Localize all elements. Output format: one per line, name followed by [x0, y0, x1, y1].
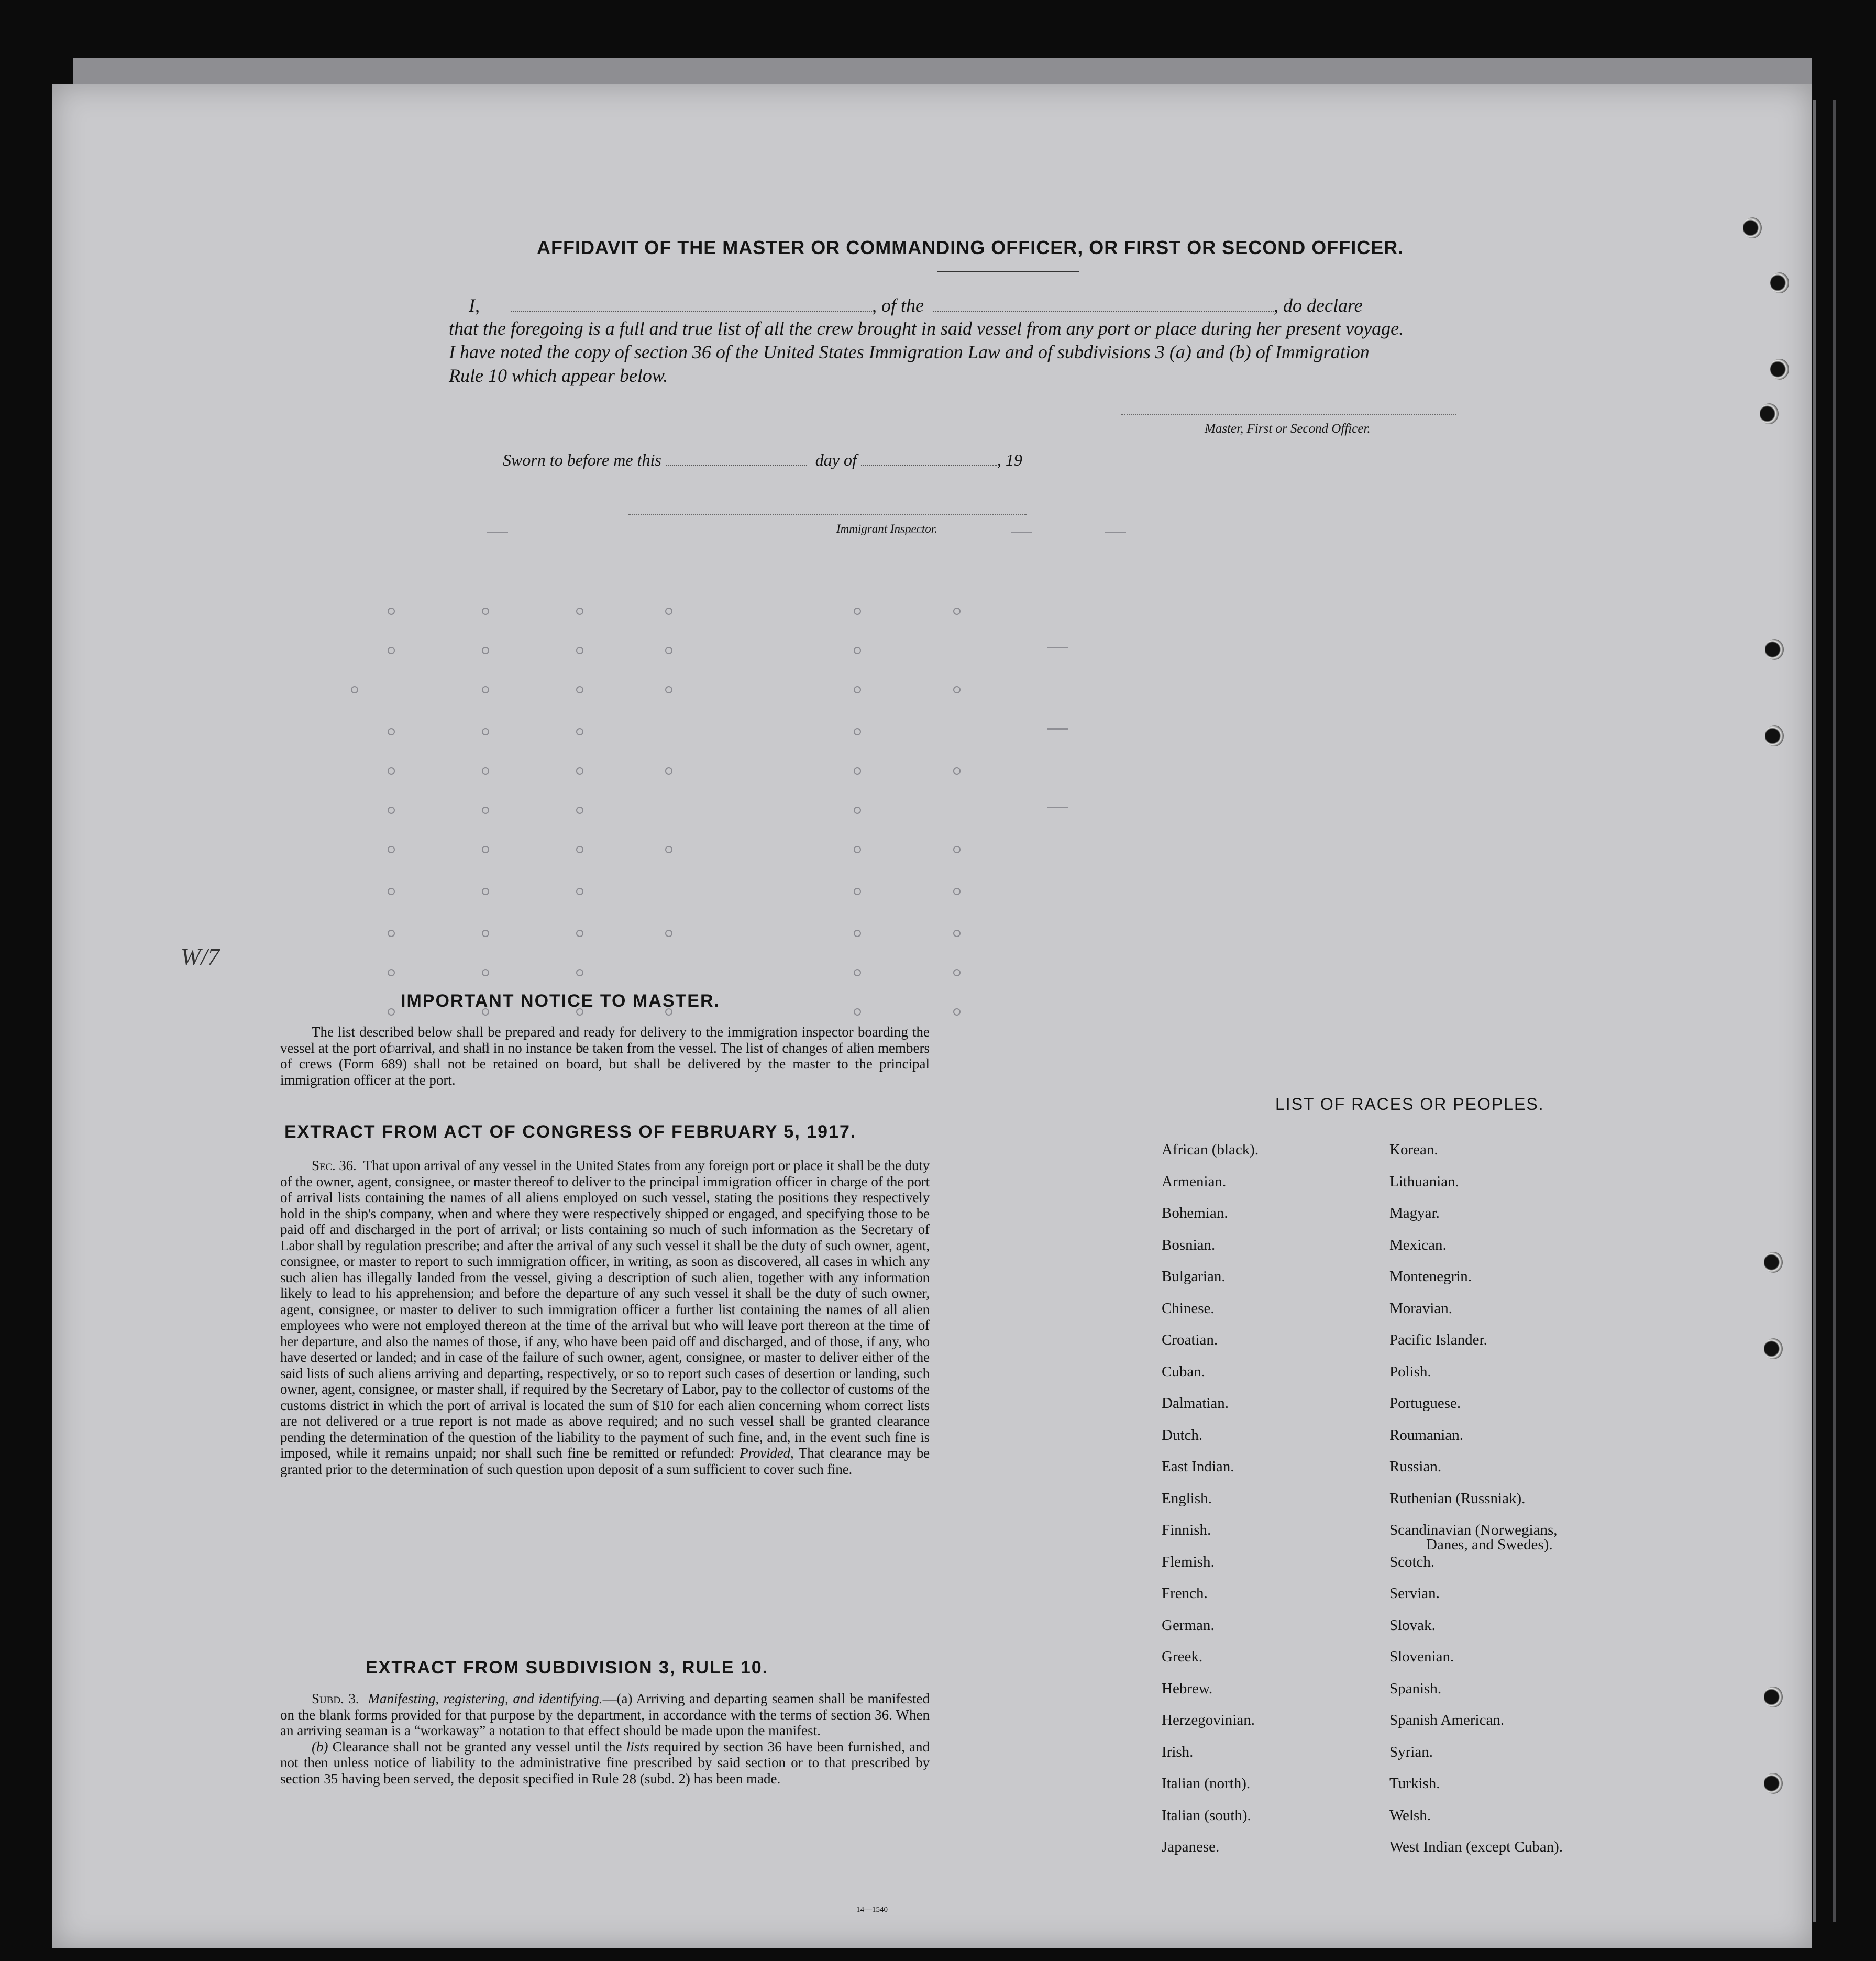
races-left-column — [1162, 1142, 1259, 1871]
affidavit-line-2: that the foregoing is a full and true list of all the crew brought in said vessel from any port or place during her present voyage. — [449, 318, 1404, 339]
page-right-edge — [1813, 100, 1816, 1922]
race-item: Slovenian. — [1389, 1648, 1454, 1665]
binder-hole — [1764, 1773, 1783, 1794]
notice-title: IMPORTANT NOTICE TO MASTER. — [401, 991, 720, 1011]
race-item: Flemish. — [1162, 1553, 1215, 1570]
race-item: Roumanian. — [1389, 1426, 1463, 1444]
race-item: Dutch. — [1162, 1426, 1203, 1444]
race-item: East Indian. — [1162, 1458, 1234, 1475]
race-item: Herzegovinian. — [1162, 1712, 1255, 1728]
race-item: Ruthenian (Russniak). — [1389, 1490, 1526, 1507]
race-item: Armenian. — [1162, 1173, 1227, 1190]
binder-hole — [1743, 217, 1762, 238]
race-item: Korean. — [1389, 1141, 1438, 1158]
race-item: Moravian. — [1389, 1299, 1452, 1317]
affidavit-declare: , do declare — [1273, 295, 1363, 316]
binder-hole — [1765, 639, 1784, 660]
master-label: Master, First or Second Officer. — [1205, 422, 1371, 436]
rule-para-a-text: —(a) Arriving and departing seamen shall be manifested on the blank forms provided for that purpose by the department, in accordance with the terms of section 36. When an arriving seaman is a “workaway” a notation to that effect should be made upon the manifest. — [280, 1691, 930, 1738]
race-item: Montenegrin. — [1389, 1268, 1472, 1285]
notice-body — [280, 1024, 930, 1088]
race-item: Irish. — [1162, 1743, 1194, 1760]
handwritten-mark: W/7 — [181, 943, 220, 970]
race-item: Dalmatian. — [1162, 1395, 1229, 1412]
race-item: African (black). — [1162, 1141, 1259, 1158]
binder-hole — [1764, 1687, 1783, 1707]
race-item: Japanese. — [1162, 1838, 1220, 1855]
race-item: Welsh. — [1389, 1806, 1431, 1824]
race-item: Syrian. — [1389, 1743, 1433, 1760]
binder-hole — [1765, 725, 1784, 746]
race-item: Mexican. — [1389, 1236, 1447, 1253]
race-item: Russian. — [1389, 1458, 1442, 1475]
sworn-year: , 19 — [997, 450, 1022, 469]
race-item: Polish. — [1389, 1363, 1431, 1380]
race-item: Scotch. — [1389, 1553, 1435, 1570]
race-item: Italian (north). — [1162, 1775, 1251, 1792]
race-item: Servian. — [1389, 1585, 1440, 1602]
provided-word: Provided, — [740, 1445, 794, 1461]
page-right-edge — [1833, 100, 1836, 1922]
race-item: Croatian. — [1162, 1331, 1218, 1348]
notice-text: The list described below shall be prepared and ready for delivery to the immigration inspector boarding the vessel at the port of arrival, and shall in no instance be taken from the vessel. The list of changes of alien members of crews (Form 689) shall not be retained on board, but shall be delivered by the master to the principal immigration officer at the port. — [280, 1024, 930, 1088]
act-extract-text: That upon arrival of any vessel in the United States from any foreign port or place it shall be the duty of the owner, agent, consignee, or master thereof to deliver to the principal immigration officer in charge of the port of arrival lists containing the names of all aliens employed on such vessel, stating the positions they respectively hold in the ship's company, when and where they were respectively shipped or engaged, and specifying those to be paid off and discharged in the port of arrival; or lists containing so much of such information as the Secretary of Labor shall by regulation prescribe; and after the arrival of any such vessel it shall be the duty of such owner, agent, consignee, or master to report to such immigration officer, in writing, as soon as discovered, all cases in which any such alien has illegally landed from the vessel, giving a description of such alien, together with any information likely to lead to his apprehension; and before the departure of any such vessel it shall be the duty of such owner, agent, consignee, or master to deliver to such immigration officer a further list containing the names of all alien employees who were not employed thereon at the time of the arrival but who will leave port thereon at the time of her departure, and also the names of those, if any, who have been paid off and discharged, and of those, if any, who have deserted or landed; and in case of the failure of such owner, agent, consignee, or master to deliver either of the said lists of such aliens arriving and departing, respectively, or so to report such cases of desertion or landing, such owner, agent, consignee, or master shall, if required by the Secretary of Labor, pay to the collector of customs of the customs district in which the port of arrival is located the sum of $10 for each alien concerning whom correct lists are not delivered or a true report is not made as above required; and no such vessel shall be granted clearance pending the determination of the question of the liability to the payment of such fine, and, in the event such fine is imposed, while it remains unpaid; nor shall such fine be remitted or refunded: — [280, 1158, 930, 1461]
affidavit-title: AFFIDAVIT OF THE MASTER OR COMMANDING OFFICER, OR FIRST OR SECOND OFFICER. — [537, 237, 1404, 258]
race-item: Bohemian. — [1162, 1205, 1228, 1221]
race-item: Greek. — [1162, 1648, 1203, 1665]
section-label: Sec. 36. — [312, 1158, 357, 1173]
races-title: LIST OF RACES OR PEOPLES. — [1275, 1095, 1544, 1114]
rule-para-b-1: Clearance shall not be granted any vessel until the — [332, 1738, 622, 1755]
race-item: Pacific Islander. — [1389, 1331, 1487, 1348]
sworn-day-of: day of — [815, 450, 857, 469]
binder-hole — [1770, 272, 1789, 293]
race-item: Cuban. — [1162, 1363, 1205, 1380]
race-item: Spanish. — [1389, 1680, 1442, 1697]
rule-para-b — [280, 1739, 930, 1787]
para-b-label: (b) — [312, 1738, 328, 1755]
race-item: Spanish American. — [1389, 1712, 1505, 1728]
race-item: English. — [1162, 1490, 1212, 1507]
act-extract-title: EXTRACT FROM ACT OF CONGRESS OF FEBRUARY 5, 1917. — [284, 1122, 857, 1142]
race-item: Hebrew. — [1162, 1680, 1213, 1697]
race-item: French. — [1162, 1585, 1208, 1602]
rule-para-b-2: required by section 36 have been furnished, and not then unless notice of liability to the administrative fine prescribed by said section or to that prescribed by section 35 having been served, the deposit specified in Rule 28 (subd. 2) has been made. — [280, 1738, 930, 1787]
act-extract-body — [280, 1158, 930, 1477]
subd-heading: Manifesting, registering, and identifying. — [368, 1691, 603, 1706]
affidavit-line-4: Rule 10 which appear below. — [449, 365, 668, 386]
act-extract-text-end: That clearance may be granted prior to the determination of such question upon deposit of a sum sufficient to cover such fine. — [280, 1445, 930, 1477]
race-item: Bulgarian. — [1162, 1268, 1226, 1285]
rule-extract-title: EXTRACT FROM SUBDIVISION 3, RULE 10. — [366, 1658, 769, 1678]
race-item: Chinese. — [1162, 1299, 1215, 1317]
rule-para-a — [280, 1691, 930, 1739]
affidavit-of-the: , of the — [872, 295, 924, 316]
race-item-scandinavian-cont: Danes, and Swedes). — [1426, 1536, 1553, 1553]
affidavit-i: I, — [469, 295, 480, 316]
race-item: German. — [1162, 1616, 1215, 1634]
race-item: Bosnian. — [1162, 1236, 1216, 1253]
inspector-label: Immigrant Inspector. — [836, 522, 937, 535]
act-extract-paragraph — [280, 1158, 930, 1477]
binder-hole — [1760, 403, 1779, 424]
race-item: West Indian (except Cuban). — [1389, 1838, 1563, 1855]
rule-extract-body — [280, 1691, 930, 1787]
race-item: Lithuanian. — [1389, 1173, 1459, 1190]
form-number: 14—1540 — [856, 1905, 888, 1914]
binder-hole — [1764, 1338, 1783, 1359]
affidavit-line-3: I have noted the copy of section 36 of the United States Immigration Law and of subdivisions 3 (a) and (b) of Immigration — [449, 341, 1370, 362]
lists-word: lists — [626, 1738, 649, 1755]
binder-hole — [1770, 359, 1789, 380]
race-item: Portuguese. — [1389, 1395, 1461, 1412]
race-item: Turkish. — [1389, 1775, 1440, 1792]
ghost-manifest-background — [52, 84, 1812, 1079]
race-item-scandinavian: Scandinavian (Norwegians, — [1389, 1522, 1558, 1538]
race-item: Magyar. — [1389, 1205, 1440, 1221]
sworn-prefix: Sworn to before me this — [503, 450, 661, 469]
subd-label: Subd. 3. — [312, 1691, 359, 1706]
race-item: Finnish. — [1162, 1522, 1211, 1538]
race-item: Italian (south). — [1162, 1806, 1251, 1824]
document-page — [52, 84, 1812, 1948]
races-right-column — [1389, 1142, 1563, 1871]
race-item: Slovak. — [1389, 1616, 1436, 1634]
binder-hole — [1764, 1252, 1783, 1273]
race-item — [1389, 1522, 1563, 1554]
